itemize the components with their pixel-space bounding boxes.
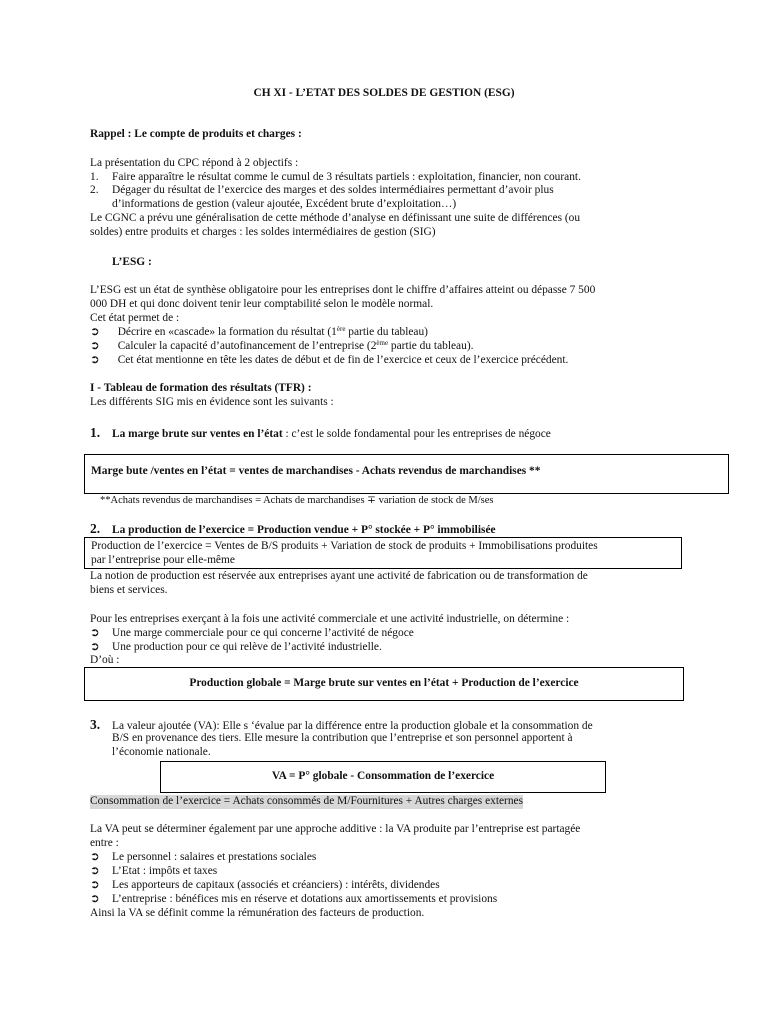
section-1-desc: : c’est le solde fondamental pour les entreprises de négoce [282, 428, 551, 440]
arrow-bullet-icon: ➲ [90, 879, 100, 891]
rappel-item-2-cont: d’informations de gestion (valeur ajoutée, Excédent brute d’exploitation…) [112, 198, 457, 210]
superscript: ème [376, 339, 389, 347]
mixed-bullet-2 [90, 641, 382, 655]
section-1-heading [90, 426, 551, 442]
arrow-bullet-icon: ➲ [90, 893, 100, 905]
bullet-text: Calculer la capacité d’autofinancement de l’entreprise (2 [117, 340, 377, 352]
esg-para-line-1: L’ESG est un état de synthèse obligatoire pour les entreprises dont le chiffre d’affaires atteint ou dépasse 7 500 [90, 284, 596, 296]
list-number: 2. [90, 184, 99, 196]
list-number: 1. [90, 171, 99, 183]
esg-para-line-2: 000 DH et qui donc doivent tenir leur comptabilité selon le modèle normal. [90, 298, 434, 310]
section-3-text: La valeur ajoutée (VA): Elle s ‘évalue par la différence entre la production globale et la consommation de [112, 720, 593, 732]
esg-bullet-1 [90, 326, 428, 340]
consommation-line: Consommation de l’exercice = Achats consommés de M/Fournitures + Autres charges externes [90, 795, 524, 807]
arrow-bullet-icon: ➲ [90, 641, 100, 653]
rappel-item-2 [90, 184, 554, 198]
bullet-text: Décrire en «cascade» la formation du résultat (1 [117, 326, 337, 338]
bullet-text: Une marge commerciale pour ce qui concerne l’activité de négoce [112, 627, 414, 639]
mixed-intro: Pour les entreprises exerçant à la fois une activité commerciale et une activité industrielle, on détermine : [90, 613, 570, 625]
esg-heading: L’ESG : [112, 256, 152, 268]
formula-box-va [160, 761, 606, 793]
formula-production-line-2: par l’entreprise pour elle-même [91, 554, 235, 566]
arrow-bullet-icon: ➲ [90, 865, 100, 877]
bullet-text: Les apporteurs de capitaux (associés et créanciers) : intérêts, dividendes [112, 879, 440, 891]
rappel-intro: La présentation du CPC répond à 2 objectifs : [90, 157, 299, 169]
va-bullet-3 [90, 879, 440, 893]
va-additive-line-1: La VA peut se déterminer également par une approche additive : la VA produite par l’entreprise est partagée [90, 823, 581, 835]
tfr-heading: I - Tableau de formation des résultats (TFR) : [90, 382, 312, 394]
section-3-line-2: B/S en provenance des tiers. Elle mesure la contribution que l’entreprise et son personnel apportent à [112, 732, 573, 744]
formula-va: VA = P° globale - Consommation de l’exercice [271, 770, 495, 782]
bullet-text: L’entreprise : bénéfices mis en réserve et dotations aux amortissements et provisions [112, 893, 498, 905]
cgnc-line-2: soldes) entre produits et charges : les soldes intermédiaires de gestion (SIG) [90, 226, 436, 238]
esg-bullet-2 [90, 340, 473, 354]
formula-box-marge [84, 454, 729, 494]
tfr-intro: Les différents SIG mis en évidence sont les suivants : [90, 396, 334, 408]
bullet-text: L’Etat : impôts et taxes [112, 865, 218, 877]
rappel-heading: Rappel : Le compte de produits et charges : [90, 128, 302, 140]
rappel-item-2-text: Dégager du résultat de l’exercice des marges et des soldes intermédiaires permettant d’avoir plus [112, 184, 554, 196]
cgnc-line-1: Le CGNC a prévu une généralisation de cette méthode d’analyse en définissant une suite de différences (ou [90, 212, 581, 224]
formula-box-production [84, 537, 682, 569]
va-additive-line-2: entre : [90, 837, 119, 849]
formula-production-line-1: Production de l’exercice = Ventes de B/S produits + Variation de stock de produits + Immobilisations produites [91, 540, 598, 552]
bullet-text: Une production pour ce qui relève de l’activité industrielle. [112, 641, 382, 653]
rappel-item-1-text: Faire apparaître le résultat comme le cumul de 3 résultats partiels : exploitation, financier, non courant. [112, 171, 581, 183]
arrow-bullet-icon: ➲ [90, 340, 100, 352]
mixed-bullet-1 [90, 627, 414, 641]
section-2-heading [90, 522, 496, 538]
esg-permet: Cet état permet de : [90, 312, 180, 324]
va-bullet-4 [90, 893, 497, 907]
section-number: 3. [90, 717, 101, 732]
page-title: CH XI - L’ETAT DES SOLDES DE GESTION (ESG) [253, 87, 515, 99]
rappel-item-1 [90, 171, 581, 185]
section-2-title: La production de l’exercice = Production vendue + P° stockée + P° immobilisée [112, 524, 496, 536]
arrow-bullet-icon: ➲ [90, 851, 100, 863]
bullet-text: partie du tableau) [345, 326, 428, 338]
section-3-line-3: l’économie nationale. [112, 746, 211, 758]
section-number: 1. [90, 425, 101, 440]
arrow-bullet-icon: ➲ [90, 627, 100, 639]
section-1-title: La marge brute sur ventes en l’état [112, 428, 283, 440]
bullet-text: Le personnel : salaires et prestations sociales [112, 851, 317, 863]
arrow-bullet-icon: ➲ [90, 326, 100, 338]
production-line-1: La notion de production est réservée aux entreprises ayant une activité de fabrication ou de transformation de [90, 570, 588, 582]
va-bullet-1 [90, 851, 316, 865]
production-line-2: biens et services. [90, 584, 168, 596]
arrow-bullet-icon: ➲ [90, 354, 100, 366]
formula-production-globale: Production globale = Marge brute sur ventes en l’état + Production de l’exercice [189, 677, 579, 689]
bullet-text: Cet état mentionne en tête les dates de début et de fin de l’exercice et ceux de l’exercice précédent. [117, 354, 569, 366]
section-number: 2. [90, 521, 101, 536]
dou-label: D’où : [90, 654, 120, 666]
va-conclusion: Ainsi la VA se définit comme la rémunération des facteurs de production. [90, 907, 425, 919]
note-achats: **Achats revendus de marchandises = Achats de marchandises ∓ variation de stock de M/ses [100, 495, 494, 506]
bullet-text: partie du tableau). [388, 340, 474, 352]
superscript: ère [336, 325, 346, 333]
formula-marge: Marge bute /ventes en l’état = ventes de marchandises - Achats revendus de marchandises ** [91, 465, 541, 477]
va-bullet-2 [90, 865, 217, 879]
formula-box-production-globale [84, 667, 684, 701]
esg-bullet-3 [90, 354, 568, 368]
